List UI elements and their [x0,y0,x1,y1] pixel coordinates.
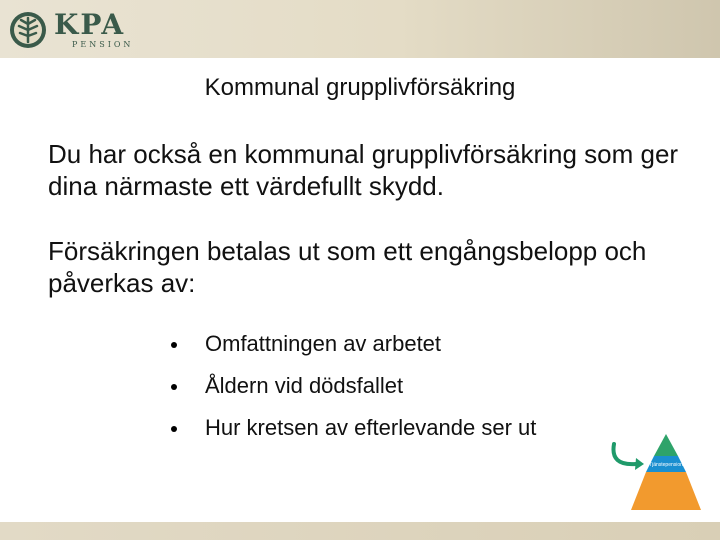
kpa-leaf-emblem-icon [8,10,48,50]
list-item-text: Åldern vid dödsfallet [205,373,404,398]
paragraph-payout: Försäkringen betalas ut som ett engångsbelopp och påverkas av: [48,236,647,298]
slide-title: Kommunal grupplivförsäkring [204,74,516,101]
pyramid-bottom-tier [631,472,701,510]
bullet-dot-icon [171,384,177,390]
paragraph-intro: Du har också en kommunal grupplivförsäkring som ger dina närmaste ett värdefullt skydd. [48,139,679,201]
pyramid-top-tier [654,434,678,456]
pension-pyramid-icon [606,432,702,512]
bullet-dot-icon [171,342,177,348]
curved-arrow-icon [613,444,636,464]
list-item-text: Hur kretsen av efterlevande ser ut [205,415,537,440]
kpa-pension-logo [8,8,148,52]
logo-wordmark: KPA [54,8,126,41]
bullet-dot-icon [171,426,177,432]
header-band [0,0,720,58]
pyramid-band-label: Tjänstepension [649,462,683,468]
footer-band [0,522,720,540]
logo-subtitle: PENSION [72,40,134,49]
list-item-text: Omfattningen av arbetet [205,331,442,356]
